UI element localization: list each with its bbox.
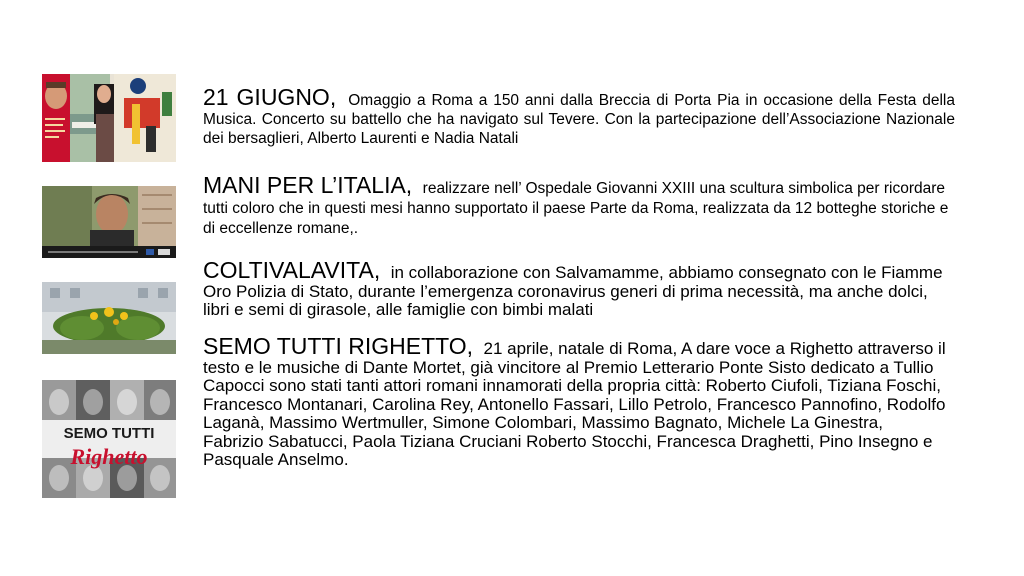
sunflowers-image: [42, 282, 176, 354]
item-heading: COLTIVALAVITA,: [203, 257, 381, 283]
righetto-collage-image: [42, 380, 176, 498]
item-body: realizzare nell’ Ospedale Giovanni XXIII una scultura simbolica per ricordare tutti coloro che in questi mesi hanno supportato il paese Parte da Roma, realizzata da 12 botteghe storiche e di eccellenze romane,.: [203, 180, 949, 237]
item-heading: 21 GIUGNO,: [203, 84, 337, 110]
item-semo-tutti-righetto: [203, 333, 948, 470]
righetto-logo-line2: Righetto: [70, 444, 148, 469]
item-body: 21 aprile, natale di Roma, A dare voce a Righetto attraverso il testo e le musiche di Dante Mortet, già vincitore al Premio Letterario Ponte Sisto dedicato a Tullio Capocci sono stati tanti attori romani innamorati della propria città: Roberto Ciufoli, Tiziana Foschi, Francesco Montanari, Carolina Rey, Antonello Fassari, Lillo Petrolo, Francesco Pannofino, Rodolfo Laganà, Massimo Wertmuller, Simone Colombari, Massimo Bagnato, Michele La Ginestra, Fabrizio Sabatucci, Paola Tiziana Cruciani Roberto Stocchi, Francesca Draghetti, Pino Insegno e Pasquale Anselmo.: [203, 339, 946, 469]
item-heading: SEMO TUTTI RIGHETTO,: [203, 333, 474, 359]
righetto-logo-line1: SEMO TUTTI: [63, 425, 155, 442]
sunflowers-photo: [42, 282, 176, 354]
item-body: in collaborazione con Salvamamme, abbiamo consegnato con le Fiamme Oro Polizia di Stato, durante l’emergenza coronavirus generi di prima necessità, ma anche dolci, libri e semi di girasole, alle famiglie con bimbi malati: [203, 263, 943, 319]
item-coltivalavita: [203, 257, 955, 320]
item-mani-per-italia: [203, 172, 955, 239]
semo-tutti-righetto-logo: [42, 380, 176, 498]
item-body: Omaggio a Roma a 150 anni dalla Breccia di Porta Pia in occasione della Festa della Musica. Concerto su battello che ha navigato sul Tevere. Con la partecipazione dell’Associazione Nazionale dei bersaglieri, Alberto Laurenti e Nadia Natali: [203, 92, 955, 147]
mani-per-italia-photo: [42, 186, 176, 258]
video-still-image: [42, 186, 176, 258]
item-heading: MANI PER L’ITALIA,: [203, 172, 413, 198]
concert-photo: [42, 74, 176, 162]
concert-collage-image: [42, 74, 176, 162]
item-21-giugno: [203, 86, 955, 148]
